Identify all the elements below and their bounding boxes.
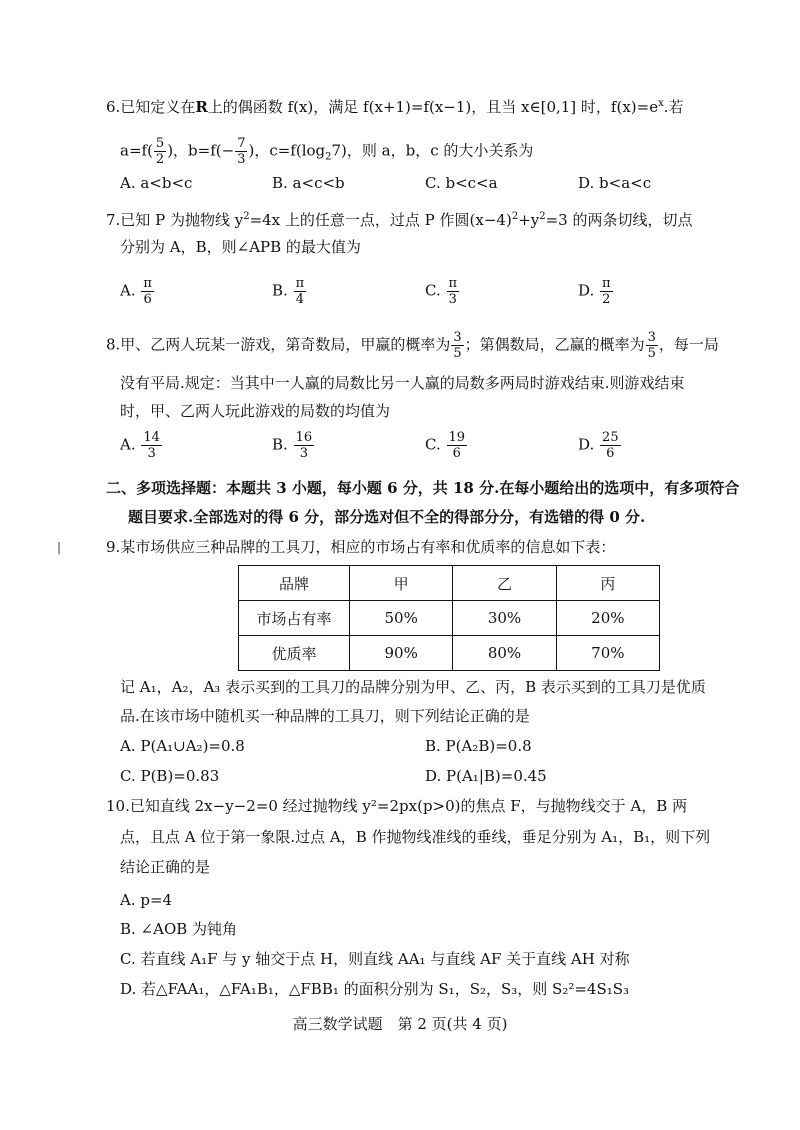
q7-opt-c-num: π [448,276,458,291]
q7-opt-d-label: D. [578,281,595,300]
q6-text-end: .若 [663,98,684,116]
q8-line-3: 时，甲、乙两人玩此游戏的局数的均值为 [120,402,391,420]
q6-option-a[interactable]: A. a<b<c [120,174,193,192]
q8-option-d[interactable] [578,430,622,461]
q8-frac-p [451,330,463,361]
q10-line-2: 点，且点 A 位于第一象限.过点 A，B 作抛物线准线的垂线，垂足分别为 A₁，B₁，则下列 [120,828,711,846]
q7-sup-2: 2 [511,211,519,222]
q7-opt-d-frac [600,276,613,307]
q8-opt-b-label: B. [272,435,288,454]
q10-line-1: 10.已知直线 2x−y−2=0 经过抛物线 y²=2px(p>0)的焦点 F，与抛物线交于 A，B 两 [106,797,688,815]
q8-opt-d-label: D. [578,435,595,454]
q6-line-2 [120,136,533,169]
page-footer: 高三数学试题 第 2 页(共 4 页) [292,1015,508,1033]
table-cell: 20% [556,601,659,636]
q6-text-cond: f(x)，满足 f(x+1)=f(x−1)，且当 x∈[0,1] 时，f(x)=e [287,98,659,116]
q6-log-base: 2 [325,151,332,163]
table-header-cell: 丙 [556,566,659,601]
q7-option-c[interactable] [425,276,460,307]
q7-opt-c-den: 3 [448,292,457,307]
q6-a-def: a=f( [120,141,153,160]
q6-text-mid: 上的偶函数 [207,98,288,116]
q9-after-2: 品.在该市场中随机买一种品牌的工具刀，则下列结论正确的是 [120,707,530,725]
q9-after-1: 记 A₁，A₂，A₃ 表示买到的工具刀的品牌分别为甲、乙、丙，B 表示买到的工具刀是优质 [120,678,706,696]
q8-option-a[interactable] [120,430,163,461]
q6-frac-b [235,136,247,167]
q7-opt-d-den: 2 [602,292,611,307]
q6-frac-b-num: 7 [237,136,246,151]
q7-line-2: 分别为 A，B，则∠APB 的最大值为 [120,238,361,256]
table-header-cell: 品牌 [239,566,350,601]
q7-opt-a-label: A. [120,281,136,300]
table-cell: 50% [350,601,453,636]
q7-text-b: =4x 上的任意一点，过点 P 作圆(x−4) [249,211,512,229]
q8-line-2: 没有平局.规定：当其中一人赢的局数比另一人赢的局数多两局时游戏结束.则游戏结束 [120,374,685,392]
q8-opt-a-label: A. [120,435,136,454]
q7-opt-a-frac [141,276,154,307]
q7-opt-b-num: π [295,276,305,291]
q7-text-d: =3 的两条切线，切点 [545,211,693,229]
table-row [239,636,660,671]
q8-opt-b-den: 3 [299,446,308,461]
q7-sup-1: 2 [243,211,250,222]
q6-frac-a [154,136,166,167]
q8-frac-p-den: 5 [453,346,462,361]
q9-table [238,565,660,671]
section2-heading-line-2: 题目要求.全部选对的得 6 分，部分选对但不全的得部分分，有选错的得 0 分. [128,508,646,526]
q8-text-c: ，每一局 [658,335,719,354]
q7-opt-d-num: π [602,276,611,291]
q6-b-def: )，b=f(− [167,141,235,160]
q10-option-d[interactable]: D. 若△FAA₁，△FA₁B₁，△FBB₁ 的面积分别为 S₁，S₂，S₃，则 S₂²=4S₁S₃ [120,980,630,998]
q6-frac-b-den: 3 [237,152,246,167]
q6-text: 6.已知定义在 [106,98,196,116]
q9-intro: 9.某市场供应三种品牌的工具刀，相应的市场占有率和优质率的信息如下表： [106,538,616,556]
q6-line2-end: 7)，则 a，b，c 的大小关系为 [331,141,534,160]
table-cell: 优质率 [239,636,350,671]
q7-opt-a-num: π [143,276,152,291]
q7-text-c: +y [518,211,540,229]
q9-option-b[interactable]: B. P(A₂B)=0.8 [425,737,532,755]
q8-opt-a-den: 3 [147,446,156,461]
q6-frac-a-num: 5 [155,136,165,151]
scan-mark: | [57,540,62,554]
table-row [239,601,660,636]
q7-opt-c-label: C. [425,281,441,300]
q7-sup-3: 2 [539,211,546,222]
q8-opt-d-num: 25 [602,430,619,445]
q8-opt-c-label: C. [425,435,441,454]
q7-opt-c-frac [447,276,460,307]
section2-heading-line-1: 二、多项选择题：本题共 3 小题，每小题 6 分，共 18 分.在每小题给出的选项中，有多项符合 [106,479,740,497]
q8-opt-b-num: 16 [295,430,313,445]
q8-opt-c-num: 19 [448,430,466,445]
q6-option-d[interactable]: D. b<a<c [578,174,652,192]
q10-option-b[interactable]: B. ∠AOB 为钝角 [120,920,238,938]
q8-opt-b-frac [294,430,315,461]
q7-option-d[interactable] [578,276,614,307]
q8-option-b[interactable] [272,430,315,461]
table-cell: 90% [350,636,453,671]
q7-opt-b-den: 4 [295,292,304,307]
q8-opt-c-den: 6 [452,446,461,461]
q8-opt-d-frac [600,430,621,461]
table-header-cell: 乙 [453,566,556,601]
q6-line-1 [106,93,684,118]
q8-text-b: ；第偶数局，乙赢的概率为 [464,335,645,354]
q8-frac-q-den: 5 [647,346,656,361]
q6-exponent: x [658,98,664,109]
q8-text-a: 8.甲、乙两人玩某一游戏，第奇数局，甲赢的概率为 [106,335,451,354]
q7-opt-a-den: 6 [143,292,152,307]
table-cell: 70% [556,636,659,671]
q7-option-a[interactable] [120,276,155,307]
q9-option-c[interactable]: C. P(B)=0.83 [120,767,220,785]
q7-line-1 [106,206,693,231]
q8-option-c[interactable] [425,430,468,461]
q10-option-c[interactable]: C. 若直线 A₁F 与 y 轴交于点 H，则直线 AA₁ 与直线 AF 关于直线 AH 对称 [120,950,630,968]
q6-option-b[interactable]: B. a<c<b [272,174,345,192]
q8-frac-q [646,330,658,361]
q10-option-a[interactable]: A. p=4 [120,891,173,909]
q7-option-b[interactable] [272,276,307,307]
table-cell: 80% [453,636,556,671]
table-header-row [239,566,660,601]
q6-frac-a-den: 2 [155,152,165,167]
q8-opt-c-frac [447,430,468,461]
q8-line-1 [106,330,719,361]
q8-opt-a-num: 14 [143,430,160,445]
q6-c-def: )，c=f(log [248,141,326,160]
q8-frac-q-num: 3 [647,330,656,345]
q9-option-a[interactable]: A. P(A₁∪A₂)=0.8 [120,737,245,755]
q6-option-c[interactable]: C. b<c<a [425,174,498,192]
q8-opt-a-frac [141,430,162,461]
table-cell: 市场占有率 [239,601,350,636]
q8-opt-d-den: 6 [606,446,615,461]
q10-line-3: 结论正确的是 [120,858,211,876]
q7-text-a: 7.已知 P 为抛物线 y [106,211,244,229]
table-cell: 30% [453,601,556,636]
q7-opt-b-frac [294,276,307,307]
q7-opt-b-label: B. [272,281,288,300]
q8-frac-p-num: 3 [453,330,462,345]
q9-option-d[interactable]: D. P(A₁|B)=0.45 [425,767,547,785]
q6-R: R [195,98,208,116]
table-header-cell: 甲 [350,566,453,601]
